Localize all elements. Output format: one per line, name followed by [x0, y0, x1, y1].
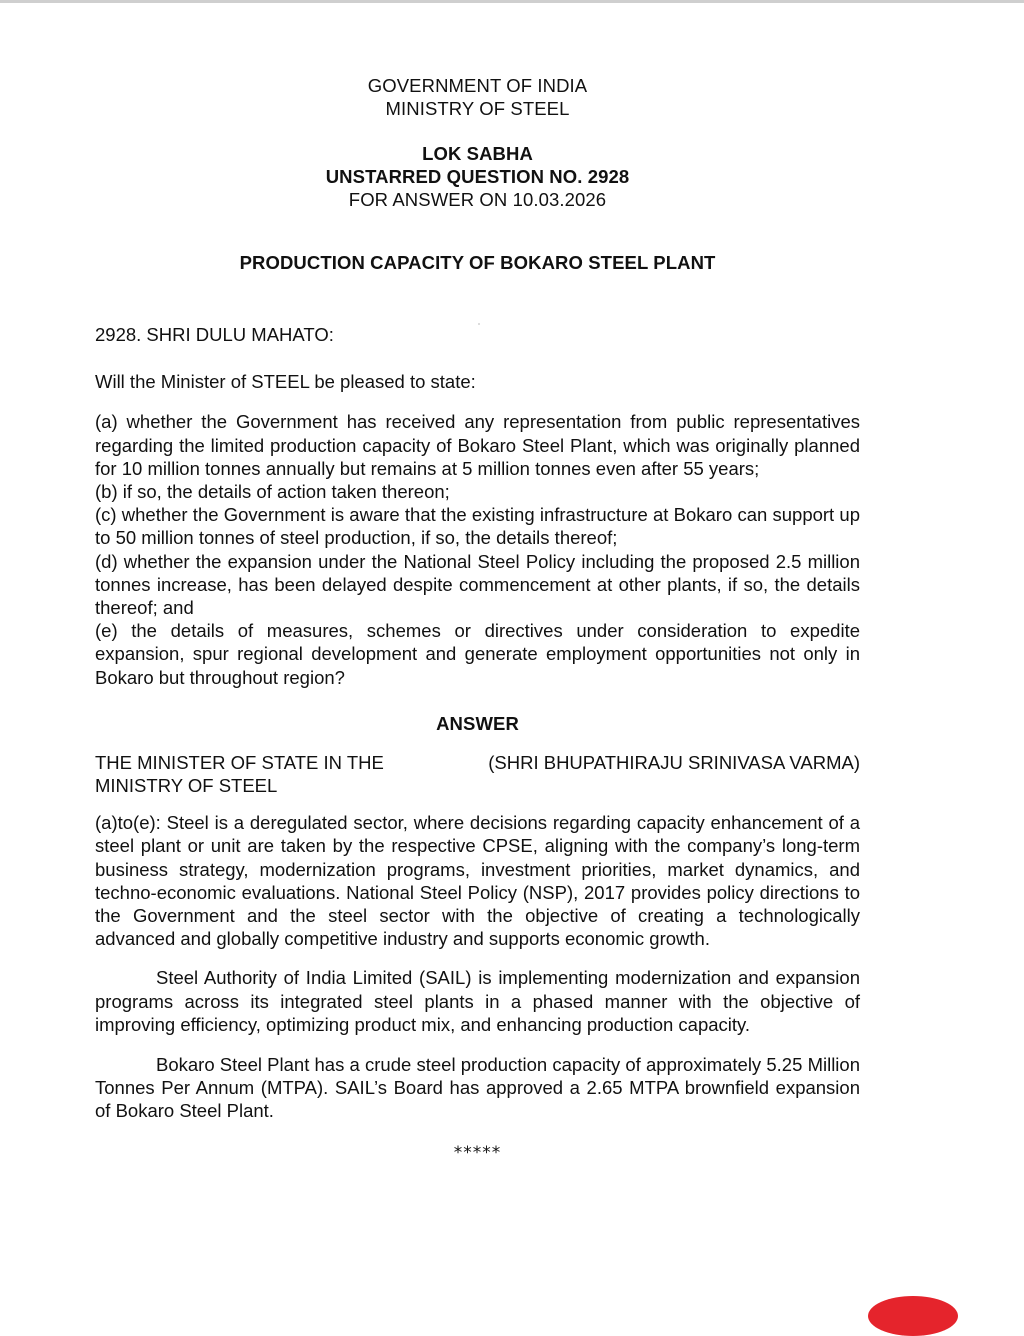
- floating-action-button[interactable]: [868, 1296, 958, 1336]
- document-title: PRODUCTION CAPACITY OF BOKARO STEEL PLANT: [239, 252, 716, 273]
- end-marker: *****: [453, 1142, 502, 1163]
- question-part-c: (c) whether the Government is aware that the existing infrastructure at Bokaro can support up to 50 million tonnes of steel production, if so, the details thereof;: [95, 504, 860, 549]
- top-border: [0, 0, 1024, 3]
- government-heading: GOVERNMENT OF INDIA: [367, 75, 588, 96]
- ministry-heading: MINISTRY OF STEEL: [385, 98, 570, 119]
- answer-paragraph-2: Steel Authority of India Limited (SAIL) is implementing modernization and expansion programs across its integrated steel plants in a phased manner with the objective of improving efficiency, optimizing product mix, and enhancing production capacity.: [95, 967, 860, 1035]
- question-part-e: (e) the details of measures, schemes or directives under consideration to expedite expansion, spur regional development and generate employment opportunities not only in Bokaro but throughout region?: [95, 620, 860, 688]
- minister-name: (SHRI BHUPATHIRAJU SRINIVASA VARMA): [488, 751, 860, 773]
- question-parts: [95, 410, 860, 688]
- question-number: UNSTARRED QUESTION NO. 2928: [325, 166, 630, 187]
- house-heading: LOK SABHA: [422, 143, 533, 164]
- answer-paragraph-3: Bokaro Steel Plant has a crude steel production capacity of approximately 5.25 Million Tonnes Per Annum (MTPA). SAIL’s Board has approved a 2.65 MTPA brownfield expansion of Bokaro Steel Plant.: [95, 1054, 860, 1122]
- minister-line: [95, 751, 860, 797]
- question-asker: 2928. SHRI DULU MAHATO:: [95, 324, 334, 345]
- answer-paragraph-1: (a)to(e): Steel is a deregulated sector, where decisions regarding capacity enhancement of a steel plant or unit are taken by the respective CPSE, aligning with the company’s long-term business strategy, modernization programs, investment priorities, market dynamics, and techno-economic evaluations. National Steel Policy (NSP), 2017 provides policy directions to the Government and the steel sector with the objective of creating a technologically advanced and globally competitive industry and supports economic growth.: [95, 812, 860, 950]
- minister-role: THE MINISTER OF STATE IN THE MINISTRY OF STEEL: [95, 751, 384, 797]
- question-intro: Will the Minister of STEEL be pleased to state:: [95, 371, 476, 393]
- answer-heading: ANSWER: [436, 712, 519, 734]
- question-part-b: (b) if so, the details of action taken thereon;: [95, 481, 450, 503]
- question-part-a: (a) whether the Government has received any representation from public representatives regarding the limited production capacity of Bokaro Steel Plant, which was originally planned for 10 million tonnes annually but remains at 5 million tonnes even after 55 years;: [95, 411, 860, 479]
- document-page: [95, 74, 860, 1163]
- question-part-d: (d) whether the expansion under the National Steel Policy including the proposed 2.5 million tonnes increase, has been delayed despite commencement at other plants, if so, the details thereof; and: [95, 550, 860, 619]
- answer-date: FOR ANSWER ON 10.03.2026: [348, 189, 607, 210]
